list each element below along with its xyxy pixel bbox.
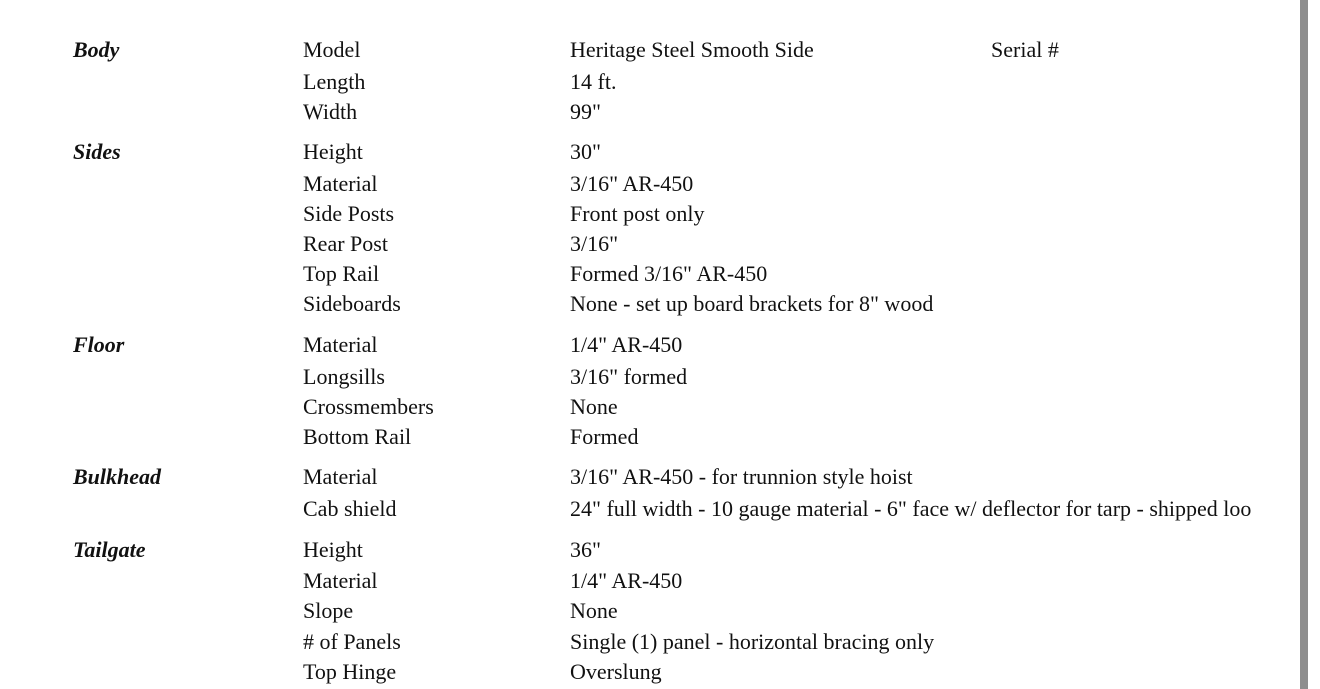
row-label: Cab shield (303, 496, 397, 521)
row-label: Length (303, 69, 366, 94)
row-label: Slope (303, 598, 354, 623)
row-value: 1/4" AR-450 (570, 332, 683, 357)
row-value: Heritage Steel Smooth Side (570, 37, 814, 62)
row-value: Front post only (570, 201, 705, 226)
row-label: Model (303, 37, 361, 62)
section-heading-tailgate: Tailgate (73, 537, 146, 562)
row-value: 1/4" AR-450 (570, 568, 683, 593)
row-value: Overslung (570, 659, 662, 684)
row-value: 3/16" formed (570, 364, 688, 389)
row-label: Top Rail (303, 261, 380, 286)
row-label: Material (303, 464, 378, 489)
row-label: Sideboards (303, 291, 401, 316)
row-label: Side Posts (303, 201, 395, 226)
scrollbar[interactable] (1300, 0, 1308, 689)
row-label: Material (303, 568, 378, 593)
row-value: Formed (570, 424, 639, 449)
row-label: Top Hinge (303, 659, 397, 684)
row-value: 24" full width - 10 gauge material - 6" face w/ deflector for tarp - shipped loo (570, 496, 1252, 521)
section-heading-floor: Floor (73, 332, 125, 357)
row-value: Single (1) panel - horizontal bracing only (570, 629, 935, 654)
section-heading-bulkhead: Bulkhead (73, 464, 162, 489)
serial-label: Serial # (991, 37, 1059, 62)
row-label: Bottom Rail (303, 424, 412, 449)
row-value: 3/16" (570, 231, 619, 256)
row-value: 3/16" AR-450 (570, 171, 694, 196)
row-label: Longsills (303, 364, 385, 389)
row-label: Material (303, 332, 378, 357)
row-label: # of Panels (303, 629, 401, 654)
row-label: Height (303, 139, 363, 164)
row-value: None - set up board brackets for 8" wood (570, 291, 934, 316)
row-value: 14 ft. (570, 69, 617, 94)
row-value: None (570, 598, 618, 623)
row-label: Material (303, 171, 378, 196)
row-label: Crossmembers (303, 394, 434, 419)
section-heading-body: Body (73, 37, 120, 62)
row-label: Rear Post (303, 231, 388, 256)
row-value: Formed 3/16" AR-450 (570, 261, 768, 286)
row-value: 36" (570, 537, 601, 562)
row-value: 30" (570, 139, 601, 164)
row-label: Width (303, 99, 358, 124)
row-value: 99" (570, 99, 601, 124)
row-value: None (570, 394, 618, 419)
row-label: Height (303, 537, 363, 562)
row-value: 3/16" AR-450 - for trunnion style hoist (570, 464, 913, 489)
section-heading-sides: Sides (73, 139, 121, 164)
